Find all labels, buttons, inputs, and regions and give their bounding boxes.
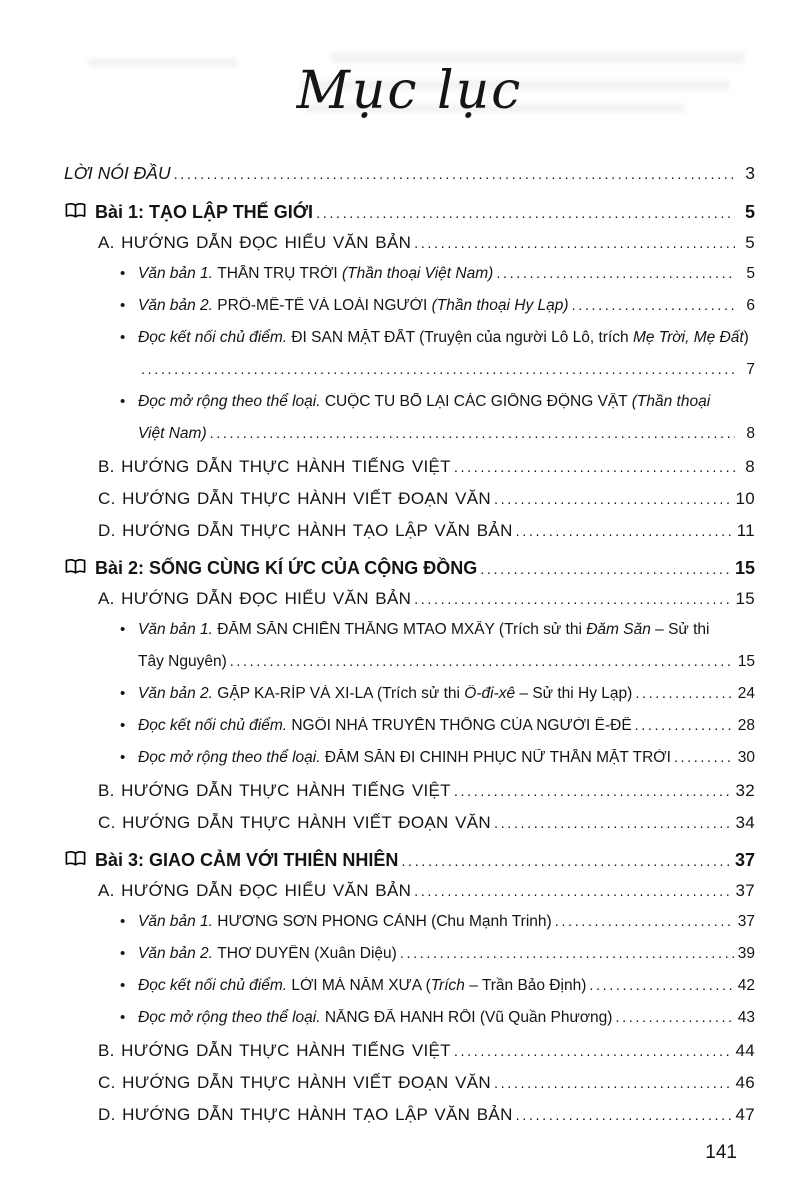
- bullet-icon: •: [120, 749, 126, 766]
- showthrough-decoration: [330, 52, 745, 63]
- dot-leader: [572, 297, 735, 315]
- toc-entry-text: C. HƯỚNG DẪN THỰC HÀNH VIẾT ĐOẠN VĂN: [98, 1073, 491, 1092]
- toc-page-number: 34: [735, 813, 755, 832]
- toc-row: [64, 425, 755, 457]
- toc-row: [64, 653, 755, 685]
- toc-page-number: 8: [746, 425, 755, 442]
- toc-entry-text: B. HƯỚNG DẪN THỰC HÀNH TIẾNG VIỆT: [98, 1041, 451, 1060]
- dot-leader: [210, 425, 735, 443]
- toc-entry-text: Bài 2: SỐNG CÙNG KÍ ỨC CỦA CỘNG ĐỒNG: [95, 558, 478, 578]
- toc-entry-text: Văn bản 1. THẦN TRỤ TRỜI (Thần thoại Việt Nam): [138, 265, 494, 282]
- toc-entry-text: B. HƯỚNG DẪN THỰC HÀNH TIẾNG VIỆT: [98, 457, 451, 476]
- toc-page-number: 10: [735, 489, 755, 508]
- toc-row: [64, 521, 755, 553]
- toc-entry-text: Văn bản 1. HƯƠNG SƠN PHONG CẢNH (Chu Mạnh Trinh): [138, 913, 552, 930]
- toc-entry-text: C. HƯỚNG DẪN THỰC HÀNH VIẾT ĐOẠN VĂN: [98, 489, 491, 508]
- toc-row: [64, 233, 755, 265]
- dot-leader: [414, 881, 731, 901]
- showthrough-decoration: [88, 58, 238, 67]
- dot-leader: [516, 1105, 732, 1125]
- toc-page-number: 7: [746, 361, 755, 378]
- dot-leader: [230, 653, 734, 671]
- dot-leader: [141, 361, 735, 379]
- toc-page-number: 15: [735, 589, 755, 608]
- toc-entry-text: Văn bản 1. ĐĂM SĂN CHIẾN THẮNG MTAO MXÂY (Trích sử thi Đăm Săn – Sử thi: [138, 621, 710, 638]
- toc-page-number: 42: [737, 977, 755, 994]
- toc-page-number: 5: [744, 202, 755, 222]
- toc-page-number: 5: [746, 265, 755, 282]
- toc-page-number: 43: [737, 1009, 755, 1026]
- toc-entry-text: Văn bản 2. GẶP KA-RÍP VÀ XI-LA (Trích sử thi Ô-đi-xê – Sử thi Hy Lạp): [138, 685, 633, 702]
- toc-entry-text: Văn bản 2. PRÔ-MÊ-TÊ VÀ LOÀI NGƯỜI (Thần thoại Hy Lạp): [138, 297, 569, 314]
- toc-entry-text: Đọc mở rộng theo thể loại. NẮNG ĐÃ HANH RỒI (Vũ Quần Phương): [138, 1009, 613, 1026]
- toc-entry-text: Bài 3: GIAO CẢM VỚI THIÊN NHIÊN: [95, 850, 399, 870]
- toc-entry-text: A. HƯỚNG DẪN ĐỌC HIỂU VĂN BẢN: [98, 881, 412, 900]
- toc-row: [64, 1073, 755, 1105]
- toc-row: [64, 685, 755, 717]
- toc-page-number: 3: [745, 163, 755, 183]
- showthrough-decoration: [305, 104, 685, 113]
- dot-leader: [494, 489, 731, 509]
- open-book-icon: [64, 850, 87, 867]
- dot-leader: [174, 163, 735, 184]
- toc-page-number: 37: [735, 881, 755, 900]
- toc-row: [64, 781, 755, 813]
- dot-leader: [316, 202, 735, 223]
- toc-entry-text: Đọc mở rộng theo thể loại. ĐĂM SĂN ĐI CHINH PHỤC NỮ THẦN MẶT TRỜI: [138, 749, 671, 766]
- toc-page-number: 24: [737, 685, 755, 702]
- bullet-icon: •: [120, 913, 126, 930]
- toc-row: [64, 813, 755, 845]
- toc-entry-text: LỜI NÓI ĐẦU: [64, 163, 171, 183]
- toc-row: [64, 393, 755, 425]
- dot-leader: [635, 717, 734, 735]
- bullet-icon: •: [120, 265, 126, 282]
- dot-leader: [454, 781, 732, 801]
- toc-row: [64, 489, 755, 521]
- dot-leader: [401, 850, 731, 871]
- toc-row: [64, 361, 755, 393]
- toc-entry-text: Đọc kết nối chủ điểm. ĐI SAN MẶT ĐẤT (Truyện của người Lô Lô, trích Mẹ Trời, Mẹ Đất): [138, 329, 749, 346]
- bullet-icon: •: [120, 945, 126, 962]
- dot-leader: [414, 589, 731, 609]
- toc-row: [64, 557, 755, 589]
- toc-row: [64, 881, 755, 913]
- dot-leader: [414, 233, 735, 253]
- toc-row: [64, 1009, 755, 1041]
- dot-leader: [454, 1041, 732, 1061]
- toc-row: [64, 913, 755, 945]
- toc-page-number: 11: [736, 521, 755, 540]
- toc-page-number: 46: [735, 1073, 755, 1092]
- toc-row: [64, 589, 755, 621]
- dot-leader: [516, 521, 733, 541]
- toc-entry-text: D. HƯỚNG DẪN THỰC HÀNH TẠO LẬP VĂN BẢN: [98, 521, 513, 540]
- toc-row: [64, 717, 755, 749]
- toc-page-number: 5: [745, 233, 755, 252]
- toc-entry-text: Việt Nam): [138, 425, 207, 442]
- toc-page-number: 37: [737, 913, 755, 930]
- toc-row: [64, 977, 755, 1009]
- toc-row: [64, 945, 755, 977]
- bullet-icon: •: [120, 393, 126, 410]
- toc-page-number: 44: [735, 1041, 755, 1060]
- bullet-icon: •: [120, 621, 126, 638]
- dot-leader: [454, 457, 735, 477]
- toc-page-number: 47: [735, 1105, 755, 1124]
- toc-page-number: 37: [734, 850, 755, 870]
- page-number: 141: [705, 1142, 737, 1163]
- dot-leader: [674, 749, 734, 767]
- dot-leader: [635, 685, 733, 703]
- open-book-icon: [64, 558, 87, 575]
- toc-page-number: 39: [737, 945, 755, 962]
- dot-leader: [400, 945, 734, 963]
- toc-page-number: 32: [735, 781, 755, 800]
- toc-page-number: 15: [734, 558, 755, 578]
- toc-row: [64, 265, 755, 297]
- bullet-icon: •: [120, 329, 126, 346]
- toc-entry-text: Tây Nguyên): [138, 653, 227, 670]
- bullet-icon: •: [120, 717, 126, 734]
- bullet-icon: •: [120, 1009, 126, 1026]
- toc-row: [64, 849, 755, 881]
- dot-leader: [494, 813, 731, 833]
- toc-row: [64, 1105, 755, 1137]
- toc-page-number: 30: [737, 749, 755, 766]
- toc-entry-text: Đọc kết nối chủ điểm. LỜI MÁ NĂM XƯA (Trích – Trần Bảo Định): [138, 977, 587, 994]
- toc-row: [64, 201, 755, 233]
- toc-entry-text: Đọc kết nối chủ điểm. NGÔI NHÀ TRUYỀN THỐNG CỦA NGƯỜI Ê-ĐÊ: [138, 717, 632, 734]
- toc-row: [64, 329, 755, 361]
- dot-leader: [494, 1073, 731, 1093]
- toc-entry-text: Văn bản 2. THƠ DUYÊN (Xuân Diệu): [138, 945, 397, 962]
- toc-page-number: 6: [746, 297, 755, 314]
- open-book-icon: [64, 202, 87, 219]
- toc-page-number: 8: [745, 457, 755, 476]
- dot-leader: [555, 913, 734, 931]
- toc-entry-text: A. HƯỚNG DẪN ĐỌC HIỂU VĂN BẢN: [98, 589, 412, 608]
- toc-row: [64, 297, 755, 329]
- dot-leader: [615, 1009, 733, 1027]
- toc-entry-text: C. HƯỚNG DẪN THỰC HÀNH VIẾT ĐOẠN VĂN: [98, 813, 491, 832]
- dot-leader: [496, 265, 735, 283]
- dot-leader: [589, 977, 733, 995]
- table-of-contents: [64, 163, 755, 1137]
- toc-entry-text: Bài 1: TẠO LẬP THẾ GIỚI: [95, 202, 314, 222]
- toc-row: [64, 621, 755, 653]
- page-title: Mục lục: [296, 61, 523, 121]
- bullet-icon: •: [120, 685, 126, 702]
- toc-row: [64, 457, 755, 489]
- toc-page-number: 28: [737, 717, 755, 734]
- toc-row: [64, 163, 755, 195]
- toc-entry-text: A. HƯỚNG DẪN ĐỌC HIỂU VĂN BẢN: [98, 233, 412, 252]
- toc-page-number: 15: [737, 653, 755, 670]
- bullet-icon: •: [120, 297, 126, 314]
- bullet-icon: •: [120, 977, 126, 994]
- showthrough-decoration: [300, 80, 730, 90]
- toc-row: [64, 1041, 755, 1073]
- toc-row: [64, 749, 755, 781]
- toc-entry-text: D. HƯỚNG DẪN THỰC HÀNH TẠO LẬP VĂN BẢN: [98, 1105, 513, 1124]
- toc-entry-text: B. HƯỚNG DẪN THỰC HÀNH TIẾNG VIỆT: [98, 781, 451, 800]
- dot-leader: [480, 558, 731, 579]
- toc-entry-text: Đọc mở rộng theo thể loại. CUỘC TU BỔ LẠI CÁC GIỐNG ĐỘNG VẬT (Thần thoại: [138, 393, 711, 410]
